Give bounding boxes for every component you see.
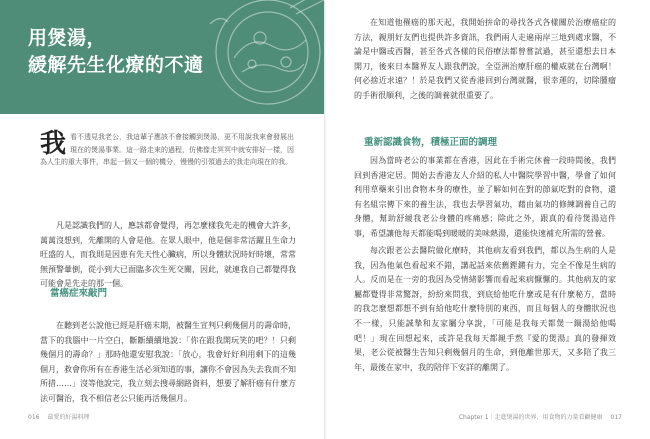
chapter-title-line-1: 用煲湯， bbox=[28, 27, 107, 49]
intro-paragraph bbox=[40, 131, 294, 169]
right-subheading: 重新認識食物，積極正面的調理 bbox=[364, 137, 498, 148]
right-paragraph-3: 每次跟老公去醫院做化療時，其他病友看到我們，都以為生病的人是我，因為他氣色看起來不錯，講起話來依舊鏗鏘有力，完全不像是生病的人。反而是在一旁的我因為受情緒影響而看起來病懨懨的。其他病友的家屬都覺得非常驚訝，紛紛來問我，到底給他吃什麼或是有什麼秘方，當時的我怎麼想都想不到有給他吃什麼特別的東西，而且每個人的身體狀況也不一樣，只能誠摯和友家屬分享說，「可能是我每天都煲一鍋湯給他喝吧！」現在回想起來，或許是我每天都親手熬『愛的煲湯』真的發揮效果，老公從被醫生告知只剩幾個月的生命，到他離世那天，又多陪了我三年，最後在家中，我的陪伴下安詳的離開了。 bbox=[354, 246, 616, 372]
chapter-title-line-2: 緩解先生化療的不適 bbox=[28, 54, 204, 76]
right-footer bbox=[451, 412, 622, 421]
left-running-head: 最愛的好湯料理 bbox=[47, 414, 90, 421]
left-footer bbox=[28, 412, 97, 421]
right-page-number: 017 bbox=[610, 414, 622, 421]
chapter-header-banner bbox=[0, 0, 324, 114]
soup-bowl-illustration-icon bbox=[190, 0, 324, 114]
book-gutter bbox=[324, 0, 326, 439]
left-paragraph-2: 在聽到老公說他已經是肝癌末期，被醫生宣判只剩幾個月的壽命時，當下的我腦中一片空白，斷斷續續地說：「你在跟我開玩笑的吧？！只剩幾個月的壽命？」那時他還安慰我說：「放心，我會好好利用剩下的這幾個月，救會你所有在香港生活必須知道的事，讓你不會因為失去我而不知所措……」沒等他說完，我立刻去搜尋網路資料，想要了解肝癌有什麼方法可醫治，我不相信老公只能再活幾個月。 bbox=[40, 321, 296, 403]
left-paragraph-1: 凡是認識我們的人，應該都會覺得，再怎麼樣我先走的機會大許多，萬萬沒想到，先離開的人會是他。在眾人眼中，他是個非常活躍且生命力旺盛的人，而我則是因患有先天性心臟病，所以身體狀況時好時壞，常常無預警暈倒，從小到大已面臨多次生死交關，因此，就連我自己都覺得我可能會是先走的那一個。 bbox=[40, 221, 296, 289]
left-subheading: 當癌症來敲門 bbox=[50, 288, 108, 299]
right-paragraph-1: 在知道他罹癌的那天起，我開始拚命的尋找各式各樣關於治療癌症的方法，親朋好友們也提供許多資訊，我們兩人走遍兩岸三地到處求醫，不論是中醫或西醫，甚至各式各樣的民俗療法都曾嘗試過，甚至還想去日本開刀，後來日本醫界友人跟我們說，全亞洲治療肝癌的權威就在台灣啊！何必捨近求遠？！於是我們又從香港回到台灣就醫，很幸運的，切除腫瘤的手術很順利，之後的調養就很重要了。 bbox=[354, 18, 616, 100]
drop-cap: 我 bbox=[40, 129, 67, 159]
chapter-title bbox=[28, 25, 204, 79]
left-page-number: 016 bbox=[28, 414, 40, 421]
right-running-head: Chapter 1｜走進煲湯的世界，用食物的力量看顧健康 bbox=[458, 414, 603, 421]
intro-text: 看不透見我老公，我這輩子應該不會接觸到煲湯，更不用說我來會發展出現在的煲湯事業。這一路走來的過程，仿佛像走冥冥中就安排好一樣，因為人生的重大事件，串起一個又一個的機分，慢慢的引領過去的我走向現在的我。 bbox=[40, 133, 295, 167]
right-paragraph-2: 因為當時老公的事業都在香港，因此在手術完休養一段時間後，我們回到香港定居。開始去香港友人介紹的私人中醫院學習中醫，學會了如何利用草藥來引出食物本身的療性，並了解如何在對的節氣吃對的食物，還有名組宗傳下來的養生法，我也去學習氣功，藉由氣功的修練調養自己的身體，幫助舒緩我老公身體的疼痛感；除此之外，跟真的看待煲湯這件事，希望讓他每天都能喝到暖暖的美味熱湯，還能快速補充所需的營養。 bbox=[354, 156, 616, 238]
